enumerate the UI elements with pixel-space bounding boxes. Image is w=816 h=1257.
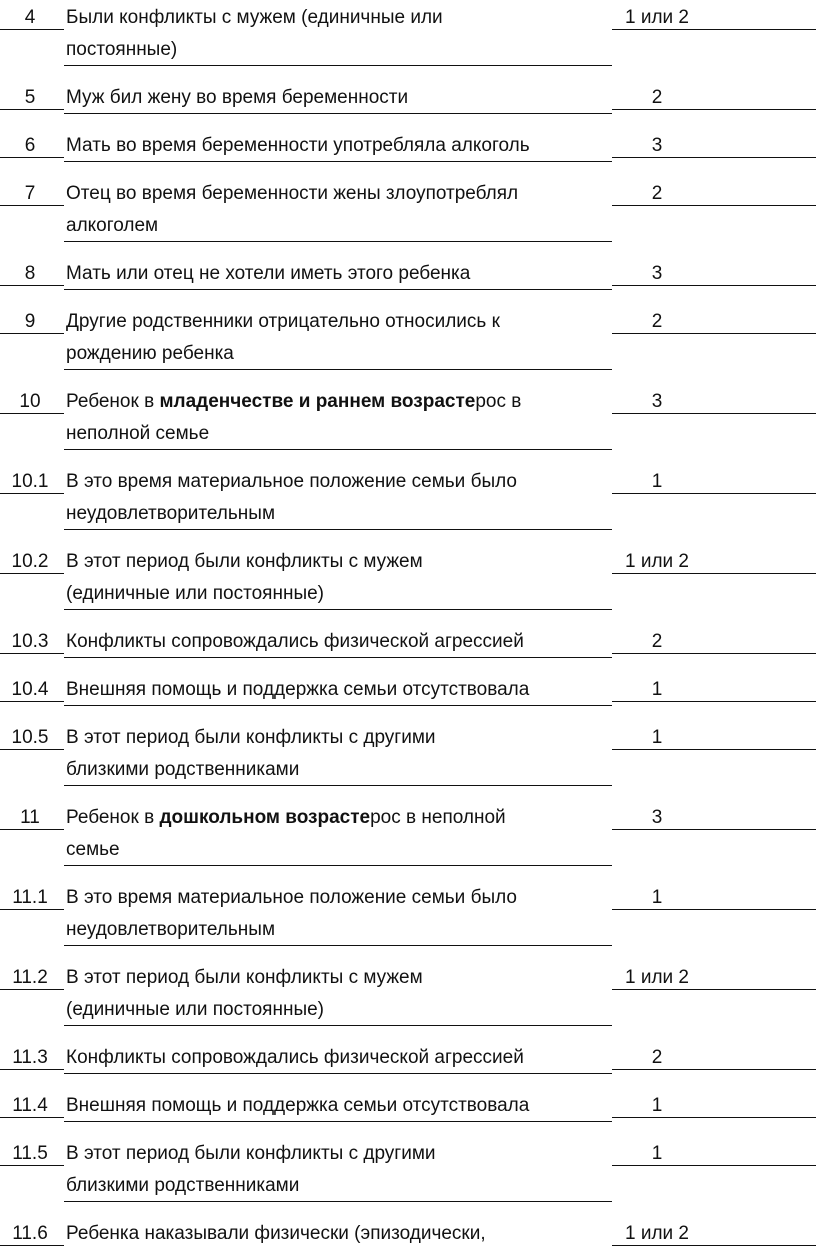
- item-text-segment: постоянные): [66, 39, 178, 60]
- score-value: 1 или 2: [624, 1223, 689, 1244]
- item-text-line: [66, 1042, 626, 1074]
- item-text-line: [66, 386, 626, 418]
- item-text-segment: Внешняя помощь и поддержка семьи отсутствовала: [66, 679, 530, 700]
- number-underline: [0, 749, 64, 750]
- item-number: 10.3: [11, 631, 49, 652]
- item-text-segment: (единичные или постоянные): [66, 999, 325, 1020]
- item-number: 4: [24, 7, 36, 28]
- score-underline: [612, 1069, 816, 1070]
- item-text-line: [66, 498, 626, 530]
- item-text-line: [66, 178, 626, 210]
- item-text-segment: близкими родственниками: [66, 1175, 300, 1196]
- item-text-segment: В этот период были конфликты с другими: [66, 1143, 436, 1164]
- score-value: 3: [651, 135, 663, 156]
- item-text-segment: Конфликты сопровождались физической агрессией: [66, 1047, 524, 1068]
- item-text-line: [66, 546, 626, 578]
- score-underline: [612, 701, 816, 702]
- score-underline: [612, 333, 816, 334]
- item-text-segment: неудовлетворительным: [66, 503, 275, 524]
- score-value: 3: [651, 391, 663, 412]
- score-underline: [612, 1245, 816, 1246]
- text-underline: [64, 65, 612, 66]
- item-number: 11.3: [12, 1047, 48, 1068]
- score-underline: [612, 157, 816, 158]
- text-underline: [64, 113, 612, 114]
- item-text-segment: неудовлетворительным: [66, 919, 275, 940]
- item-number: 5: [24, 87, 36, 108]
- item-text-segment: Ребенок в: [66, 807, 160, 828]
- item-text-segment: Другие родственники отрицательно относились к: [66, 311, 500, 332]
- score-value: 2: [651, 183, 663, 204]
- score-underline: [612, 285, 816, 286]
- item-text-segment: Были конфликты с мужем (единичные или: [66, 7, 443, 28]
- score-value: 1: [651, 887, 663, 908]
- item-text: [66, 1138, 626, 1202]
- score-value: 1: [651, 471, 663, 492]
- item-text-segment: Внешняя помощь и поддержка семьи отсутствовала: [66, 1095, 530, 1116]
- item-text-segment: алкоголем: [66, 215, 159, 236]
- item-text: [66, 1090, 626, 1122]
- item-text-line: [66, 2, 626, 34]
- item-text-segment: неполной семье: [66, 423, 210, 444]
- number-underline: [0, 989, 64, 990]
- item-text: [66, 130, 626, 162]
- item-text: [66, 882, 626, 946]
- item-text: [66, 802, 626, 866]
- text-underline: [64, 1201, 612, 1202]
- score-value: 1 или 2: [624, 7, 689, 28]
- item-text: [66, 1218, 626, 1250]
- score-underline: [612, 829, 816, 830]
- item-text-segment: Мать во время беременности употребляла алкоголь: [66, 135, 530, 156]
- item-number: 8: [24, 263, 36, 284]
- item-text-line: [66, 754, 626, 786]
- score-underline: [612, 1165, 816, 1166]
- item-text-line: [66, 834, 626, 866]
- text-underline: [64, 1025, 612, 1026]
- item-number: 7: [24, 183, 36, 204]
- score-underline: [612, 989, 816, 990]
- text-underline: [64, 289, 612, 290]
- item-number: 9: [24, 311, 36, 332]
- item-text-segment: Мать или отец не хотели иметь этого ребенка: [66, 263, 471, 284]
- score-value: 1: [651, 1143, 663, 1164]
- item-text-line: [66, 1090, 626, 1122]
- number-underline: [0, 493, 64, 494]
- item-text: [66, 722, 626, 786]
- item-text-line: [66, 466, 626, 498]
- item-text-segment: рождению ребенка: [66, 343, 234, 364]
- number-underline: [0, 157, 64, 158]
- item-text-segment: (единичные или постоянные): [66, 583, 325, 604]
- item-text-segment: В этот период были конфликты с мужем: [66, 967, 423, 988]
- item-text-line: [66, 1218, 626, 1250]
- number-underline: [0, 1165, 64, 1166]
- number-underline: [0, 573, 64, 574]
- score-underline: [612, 749, 816, 750]
- number-underline: [0, 1117, 64, 1118]
- item-text-segment: Ребенка наказывали физически (эпизодически,: [66, 1223, 486, 1244]
- item-text-line: [66, 674, 626, 706]
- item-number: 11.6: [12, 1223, 48, 1244]
- text-underline: [64, 449, 612, 450]
- text-underline: [64, 161, 612, 162]
- item-text-line: [66, 882, 626, 914]
- number-underline: [0, 205, 64, 206]
- item-text-segment: Отец во время беременности жены злоупотреблял: [66, 183, 519, 204]
- number-underline: [0, 1245, 64, 1246]
- item-text-line: [66, 578, 626, 610]
- score-value: 2: [651, 87, 663, 108]
- item-text: [66, 962, 626, 1026]
- item-text-segment: рос в неполной: [370, 807, 506, 828]
- item-text-line: [66, 210, 626, 242]
- item-number: 11.1: [12, 887, 48, 908]
- score-underline: [612, 29, 816, 30]
- item-text-segment: семье: [66, 839, 120, 860]
- item-number: 11: [20, 807, 40, 828]
- text-underline: [64, 1073, 612, 1074]
- score-underline: [612, 573, 816, 574]
- item-text-emphasis: младенчестве и раннем возрасте: [159, 391, 476, 412]
- score-value: 2: [651, 1047, 663, 1068]
- item-text: [66, 466, 626, 530]
- item-text-line: [66, 914, 626, 946]
- item-text-line: [66, 306, 626, 338]
- item-number: 10.5: [11, 727, 49, 748]
- number-underline: [0, 909, 64, 910]
- item-text-line: [66, 130, 626, 162]
- item-number: 10: [19, 391, 41, 412]
- item-text-segment: В этот период были конфликты с другими: [66, 727, 436, 748]
- number-underline: [0, 109, 64, 110]
- number-underline: [0, 333, 64, 334]
- score-value: 3: [651, 263, 663, 284]
- item-text: [66, 546, 626, 610]
- score-value: 1: [651, 1095, 663, 1116]
- item-text: [66, 258, 626, 290]
- score-underline: [612, 413, 816, 414]
- score-value: 3: [651, 807, 663, 828]
- item-number: 10.2: [11, 551, 49, 572]
- item-text-line: [66, 1138, 626, 1170]
- number-underline: [0, 29, 64, 30]
- item-text: [66, 386, 626, 450]
- item-number: 10.1: [11, 471, 49, 492]
- item-text-segment: Конфликты сопровождались физической агрессией: [66, 631, 524, 652]
- item-text: [66, 306, 626, 370]
- score-value: 1 или 2: [624, 967, 689, 988]
- item-text-segment: В этот период были конфликты с мужем: [66, 551, 423, 572]
- score-value: 1: [651, 679, 663, 700]
- item-text: [66, 1042, 626, 1074]
- text-underline: [64, 609, 612, 610]
- text-underline: [64, 369, 612, 370]
- text-underline: [64, 945, 612, 946]
- score-underline: [612, 109, 816, 110]
- item-text: [66, 2, 626, 66]
- score-value: 2: [651, 631, 663, 652]
- item-text-segment: В это время материальное положение семьи было: [66, 887, 517, 908]
- score-underline: [612, 493, 816, 494]
- score-value: 1 или 2: [624, 551, 689, 572]
- item-text: [66, 82, 626, 114]
- item-number: 10.4: [11, 679, 49, 700]
- text-underline: [64, 865, 612, 866]
- item-text: [66, 626, 626, 658]
- item-text-line: [66, 82, 626, 114]
- item-text-line: [66, 802, 626, 834]
- score-underline: [612, 1117, 816, 1118]
- item-text-line: [66, 418, 626, 450]
- text-underline: [64, 529, 612, 530]
- score-underline: [612, 909, 816, 910]
- number-underline: [0, 829, 64, 830]
- text-underline: [64, 1121, 612, 1122]
- item-text-line: [66, 338, 626, 370]
- item-text-line: [66, 722, 626, 754]
- text-underline: [64, 785, 612, 786]
- item-text-segment: Ребенок в: [66, 391, 160, 412]
- text-underline: [64, 657, 612, 658]
- item-text-line: [66, 34, 626, 66]
- item-number: 11.5: [12, 1143, 48, 1164]
- number-underline: [0, 701, 64, 702]
- item-text-line: [66, 626, 626, 658]
- item-text-line: [66, 962, 626, 994]
- item-text-line: [66, 994, 626, 1026]
- item-text-line: [66, 258, 626, 290]
- item-text: [66, 674, 626, 706]
- score-value: 2: [651, 311, 663, 332]
- item-number: 11.4: [12, 1095, 48, 1116]
- item-number: 11.2: [12, 967, 48, 988]
- item-text: [66, 178, 626, 242]
- item-text-segment: Муж бил жену во время беременности: [66, 87, 409, 108]
- item-number: 6: [24, 135, 36, 156]
- item-text-segment: рос в: [475, 391, 522, 412]
- item-text-emphasis: дошкольном возрасте: [159, 807, 371, 828]
- item-text-segment: В это время материальное положение семьи было: [66, 471, 517, 492]
- number-underline: [0, 653, 64, 654]
- score-underline: [612, 653, 816, 654]
- number-underline: [0, 1069, 64, 1070]
- text-underline: [64, 705, 612, 706]
- number-underline: [0, 413, 64, 414]
- text-underline: [64, 241, 612, 242]
- item-text-line: [66, 1170, 626, 1202]
- score-value: 1: [651, 727, 663, 748]
- number-underline: [0, 285, 64, 286]
- score-underline: [612, 205, 816, 206]
- item-text-segment: близкими родственниками: [66, 759, 300, 780]
